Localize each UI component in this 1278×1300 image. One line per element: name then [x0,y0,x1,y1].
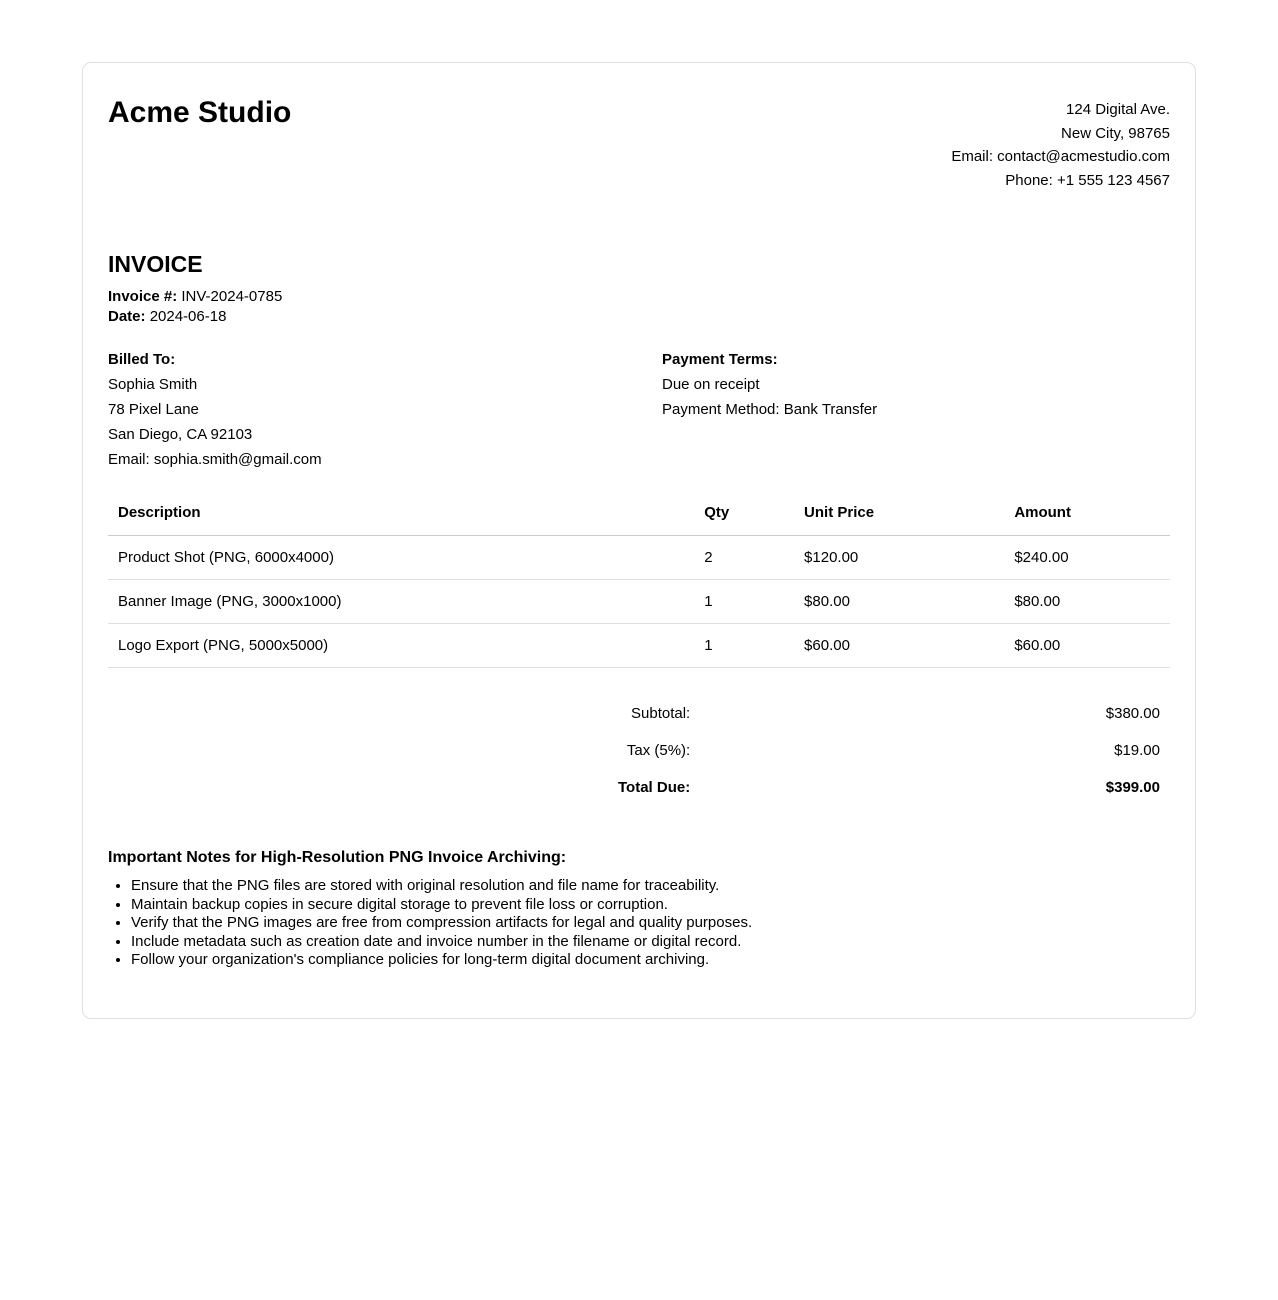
cell-qty: 2 [694,536,794,580]
cell-amount: $240.00 [1004,536,1170,580]
billed-to-line: 78 Pixel Lane [108,401,199,418]
parties-section [108,347,1170,472]
cell-unit-price: $60.00 [794,624,1004,668]
billed-to-line: San Diego, CA 92103 [108,426,253,443]
invoice-header [108,96,1170,192]
payment-terms-heading: Payment Terms: [662,351,778,368]
cell-qty: 1 [694,624,794,668]
billed-to-section [108,347,662,472]
company-address-line: Phone: +1 555 123 4567 [1005,171,1170,189]
billed-to-line: Email: sophia.smith@gmail.com [108,451,322,468]
payment-terms-line: Payment Method: Bank Transfer [662,401,878,418]
invoice-title: INVOICE [108,251,203,277]
table-row [108,580,1170,624]
header-amount: Amount [1004,490,1170,536]
cell-amount: $80.00 [1004,580,1170,624]
invoice-card [82,62,1196,1019]
subtotal-label: Subtotal: [631,705,691,722]
cell-description: Product Shot (PNG, 6000x4000) [108,536,694,580]
total-due-row [108,769,1170,806]
header-qty: Qty [694,490,794,536]
invoice-date-value: 2024-06-18 [149,307,227,325]
items-table [108,490,1170,668]
subtotal-row [108,695,1170,732]
company-address-line: Email: contact@acmestudio.com [951,148,1170,165]
note-item: • Maintain backup copies in secure digital storage to prevent file loss or corruption. [131,896,1170,915]
tax-value: $19.00 [1114,742,1160,759]
payment-terms-section [662,347,1170,472]
cell-description: Logo Export (PNG, 5000x5000) [108,624,694,668]
table-row [108,624,1170,668]
items-table-header-row [108,490,1170,536]
invoice-number-label: Invoice #: [108,288,178,305]
subtotal-value: $380.00 [1105,705,1160,722]
header-unit-price: Unit Price [794,490,1004,536]
cell-description: Banner Image (PNG, 3000x1000) [108,580,694,624]
invoice-meta [108,287,1170,326]
note-item: • Follow your organization's compliance policies for long-term digital document archiving. [131,951,1170,970]
cell-amount: $60.00 [1004,624,1170,668]
tax-label: Tax (5%): [626,742,691,759]
total-due-value: $399.00 [1105,779,1160,796]
notes-list [108,877,1170,970]
notes-section [108,848,1170,970]
company-address [951,98,1170,192]
tax-row [108,732,1170,769]
company-address-line: 124 Digital Ave. [1066,101,1170,118]
payment-terms-line: Due on receipt [662,376,760,393]
invoice-number-value: INV-2024-0785 [181,288,283,305]
total-due-label: Total Due: [618,779,691,796]
header-description: Description [108,490,694,536]
invoice-date-label: Date: [108,307,146,325]
cell-unit-price: $120.00 [794,536,1004,580]
cell-qty: 1 [694,580,794,624]
cell-unit-price: $80.00 [794,580,1004,624]
billed-to-line: Sophia Smith [108,376,198,393]
table-row [108,536,1170,580]
notes-heading: Important Notes for High-Resolution PNG Invoice Archiving: [108,849,567,866]
company-name: Acme Studio [108,96,292,129]
totals-section [108,695,1170,806]
note-item: • Ensure that the PNG files are stored with original resolution and file name for traceability. [131,877,1170,896]
note-item: • Verify that the PNG images are free from compression artifacts for legal and quality purposes. [131,914,1170,933]
billed-to-heading: Billed To: [108,351,176,368]
note-item: • Include metadata such as creation date and invoice number in the filename or digital record. [131,933,1170,952]
company-address-line: New City, 98765 [1061,124,1170,142]
